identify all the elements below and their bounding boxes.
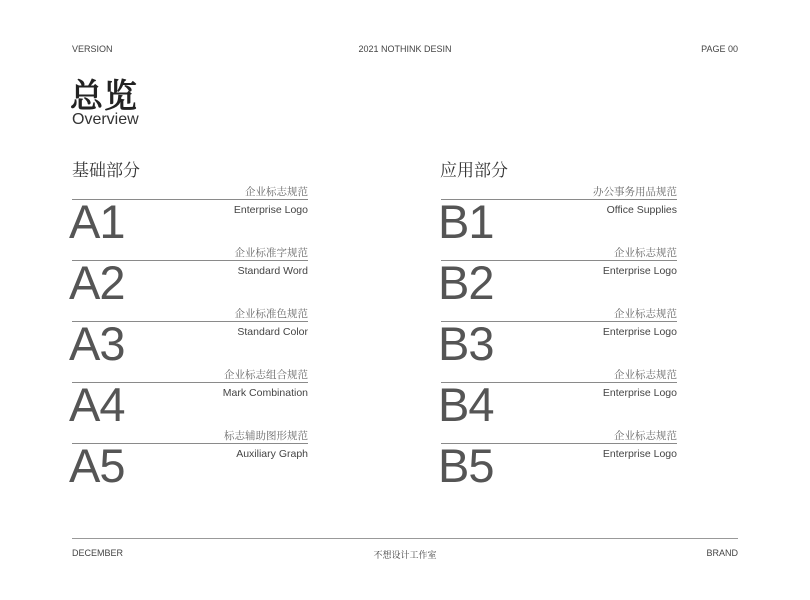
item-code: A5: [69, 439, 125, 492]
item-english-label: Standard Word: [237, 265, 308, 277]
item-code: B4: [438, 378, 494, 431]
page-title: 总览: [70, 76, 138, 115]
page-subtitle: Overview: [72, 111, 139, 128]
list-item: [438, 367, 677, 431]
header-version: VERSION: [72, 44, 113, 54]
item-chinese-label: 企业标志规范: [245, 186, 308, 198]
item-chinese-label: 企业标准字规范: [234, 247, 308, 259]
list-item: [69, 367, 308, 431]
item-code: A1: [69, 195, 125, 248]
item-chinese-label: 企业标志规范: [614, 430, 677, 442]
section-title-application: 应用部分: [440, 161, 508, 181]
list-item: [438, 428, 677, 492]
item-english-label: Office Supplies: [606, 204, 677, 216]
item-chinese-label: 企业标志规范: [614, 247, 677, 259]
item-english-label: Enterprise Logo: [233, 204, 308, 216]
item-english-label: Mark Combination: [222, 387, 308, 399]
footer-studio-name: 不想设计工作室: [373, 551, 437, 561]
header-page-number: PAGE 00: [701, 44, 738, 54]
item-english-label: Standard Color: [237, 326, 308, 338]
item-code: A2: [69, 256, 125, 309]
item-chinese-label: 企业标志组合规范: [224, 369, 308, 381]
item-chinese-label: 办公事务用品规范: [593, 186, 677, 198]
list-item: [438, 306, 677, 370]
item-chinese-label: 标志辅助图形规范: [224, 430, 308, 442]
list-item: [438, 184, 677, 248]
item-chinese-label: 企业标志规范: [614, 308, 677, 320]
item-code: B5: [438, 439, 494, 492]
application-section-list: [438, 184, 677, 492]
footer-divider: [72, 538, 738, 539]
list-item: [69, 184, 308, 248]
list-item: [69, 428, 308, 492]
item-english-label: Enterprise Logo: [602, 387, 677, 399]
list-item: [438, 245, 677, 309]
item-code: A3: [69, 317, 125, 370]
footer-brand: BRAND: [706, 548, 738, 558]
section-title-basic: 基础部分: [72, 161, 140, 181]
item-code: B1: [438, 195, 494, 248]
item-english-label: Enterprise Logo: [602, 448, 677, 460]
list-item: [69, 306, 308, 370]
item-english-label: Auxiliary Graph: [236, 448, 308, 460]
item-code: B3: [438, 317, 494, 370]
list-item: [69, 245, 308, 309]
item-chinese-label: 企业标准色规范: [234, 308, 308, 320]
item-code: A4: [69, 378, 125, 431]
item-english-label: Enterprise Logo: [602, 326, 677, 338]
basic-section-list: [69, 184, 308, 492]
footer-month: DECEMBER: [72, 548, 124, 558]
item-chinese-label: 企业标志规范: [614, 369, 677, 381]
header-document-title: 2021 NOTHINK DESIN: [358, 44, 452, 54]
item-english-label: Enterprise Logo: [602, 265, 677, 277]
item-code: B2: [438, 256, 494, 309]
